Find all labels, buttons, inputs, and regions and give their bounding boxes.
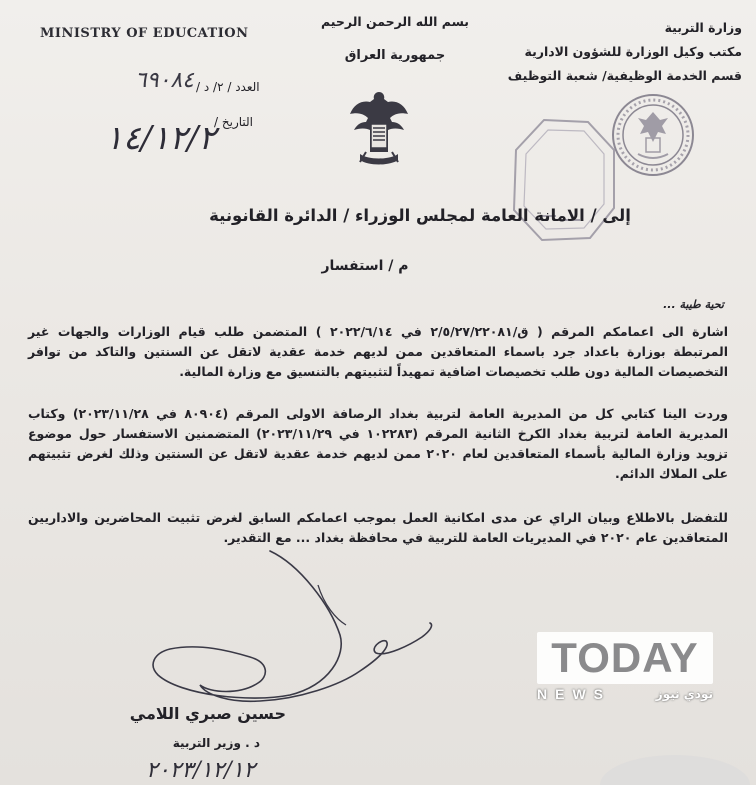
date-value: ١٤/١٢/٢ [105, 118, 216, 157]
signature-date: ٢٠٢٣/١٢/١٢ [146, 758, 256, 783]
iraq-eagle-emblem-icon [348, 88, 410, 168]
signer-name: حسين صبري اللامي [129, 704, 286, 723]
paragraph-request: للتفضل بالاطلاع وبيان الراي عن مدى امكانية العمل بموجب اعمامكم السابق لغرض تثبيت المحاضرين والاداريين المتعاقدين عام ٢٠٢٠ في المديريات العامة للتربية في محافظة بغداد ... مع التقدير. [28, 510, 728, 545]
recipient-line: إلى / الامانة العامة لمجلس الوزراء / الدائرة القانونية [209, 206, 631, 225]
watermark-subtitle [537, 686, 713, 702]
watermark-arabic-label: تودي نيوز [655, 687, 713, 701]
greeting: تحية طيبة ... [663, 298, 724, 311]
office-name: مكتب وكيل الوزارة للشؤون الادارية [524, 44, 742, 59]
handwritten-signature-icon [140, 545, 440, 710]
subject-line: م / استفسار [321, 258, 409, 274]
bismillah: بسم الله الرحمن الرحيم [321, 14, 469, 29]
watermark-news-label: NEWS [537, 686, 611, 702]
watermark-brand: TODAY [551, 634, 699, 681]
number-label: العدد / ٢/ د / [196, 80, 260, 94]
ministry-name-english: MINISTRY OF EDUCATION [40, 26, 249, 41]
date-label: التاريخ / [214, 115, 254, 129]
paragraph-reference: اشارة الى اعمامكم المرقم ( ق/٢/٥/٢٧/٢٢٠٨١ في ٢٠٢٢/٦/١٤ ) المتضمن طلب قيام الوزارات والجهات غير المرتبطة بوزارة باعداد جرد باسماء المتعاقدين ممن لديهم خدمة عقدية لاتقل عن السنتين والتاكد من توافر التخصيصات المالية دون طلب تخصيصات اضافية تمهيداً لتثبيتهم بالتنسيق مع وزارة المالية. [28, 324, 728, 379]
ministry-seal-icon [610, 92, 696, 178]
republic-of-iraq: جمهورية العراق [344, 48, 446, 63]
header-right-block [462, 16, 742, 88]
department-name: قسم الخدمة الوظيفية/ شعبة التوظيف [507, 68, 742, 83]
number-value: ٦٩٠٨٤ [134, 68, 194, 93]
blurred-globe-overlay [600, 755, 750, 785]
paragraph-inquiry: وردت الينا كتابي كل من المديرية العامة لتربية بغداد الرصافة الاولى المرقم (٨٠٩٠٤ في ٢٠٢٣/١١/٢٨) وكتاب المديرية العامة لتربية بغداد الكرخ الثانية المرقم (١٠٢٢٨٣ في ٢٠٢٣/١١/٢٩) المتضمنين الاستفسار حول موضوع تزويد وزارة المالية بأسماء المتعاقدين لعام ٢٠٢٠ ممن لديهم خدمة عقدية لاتقل عن السنتين وذلك لغرض تثبيتهم على الملاك الدائم. [28, 406, 728, 481]
signer-title: د . وزير التربية [172, 736, 260, 750]
ministry-name-arabic: وزارة التربية [664, 20, 742, 35]
